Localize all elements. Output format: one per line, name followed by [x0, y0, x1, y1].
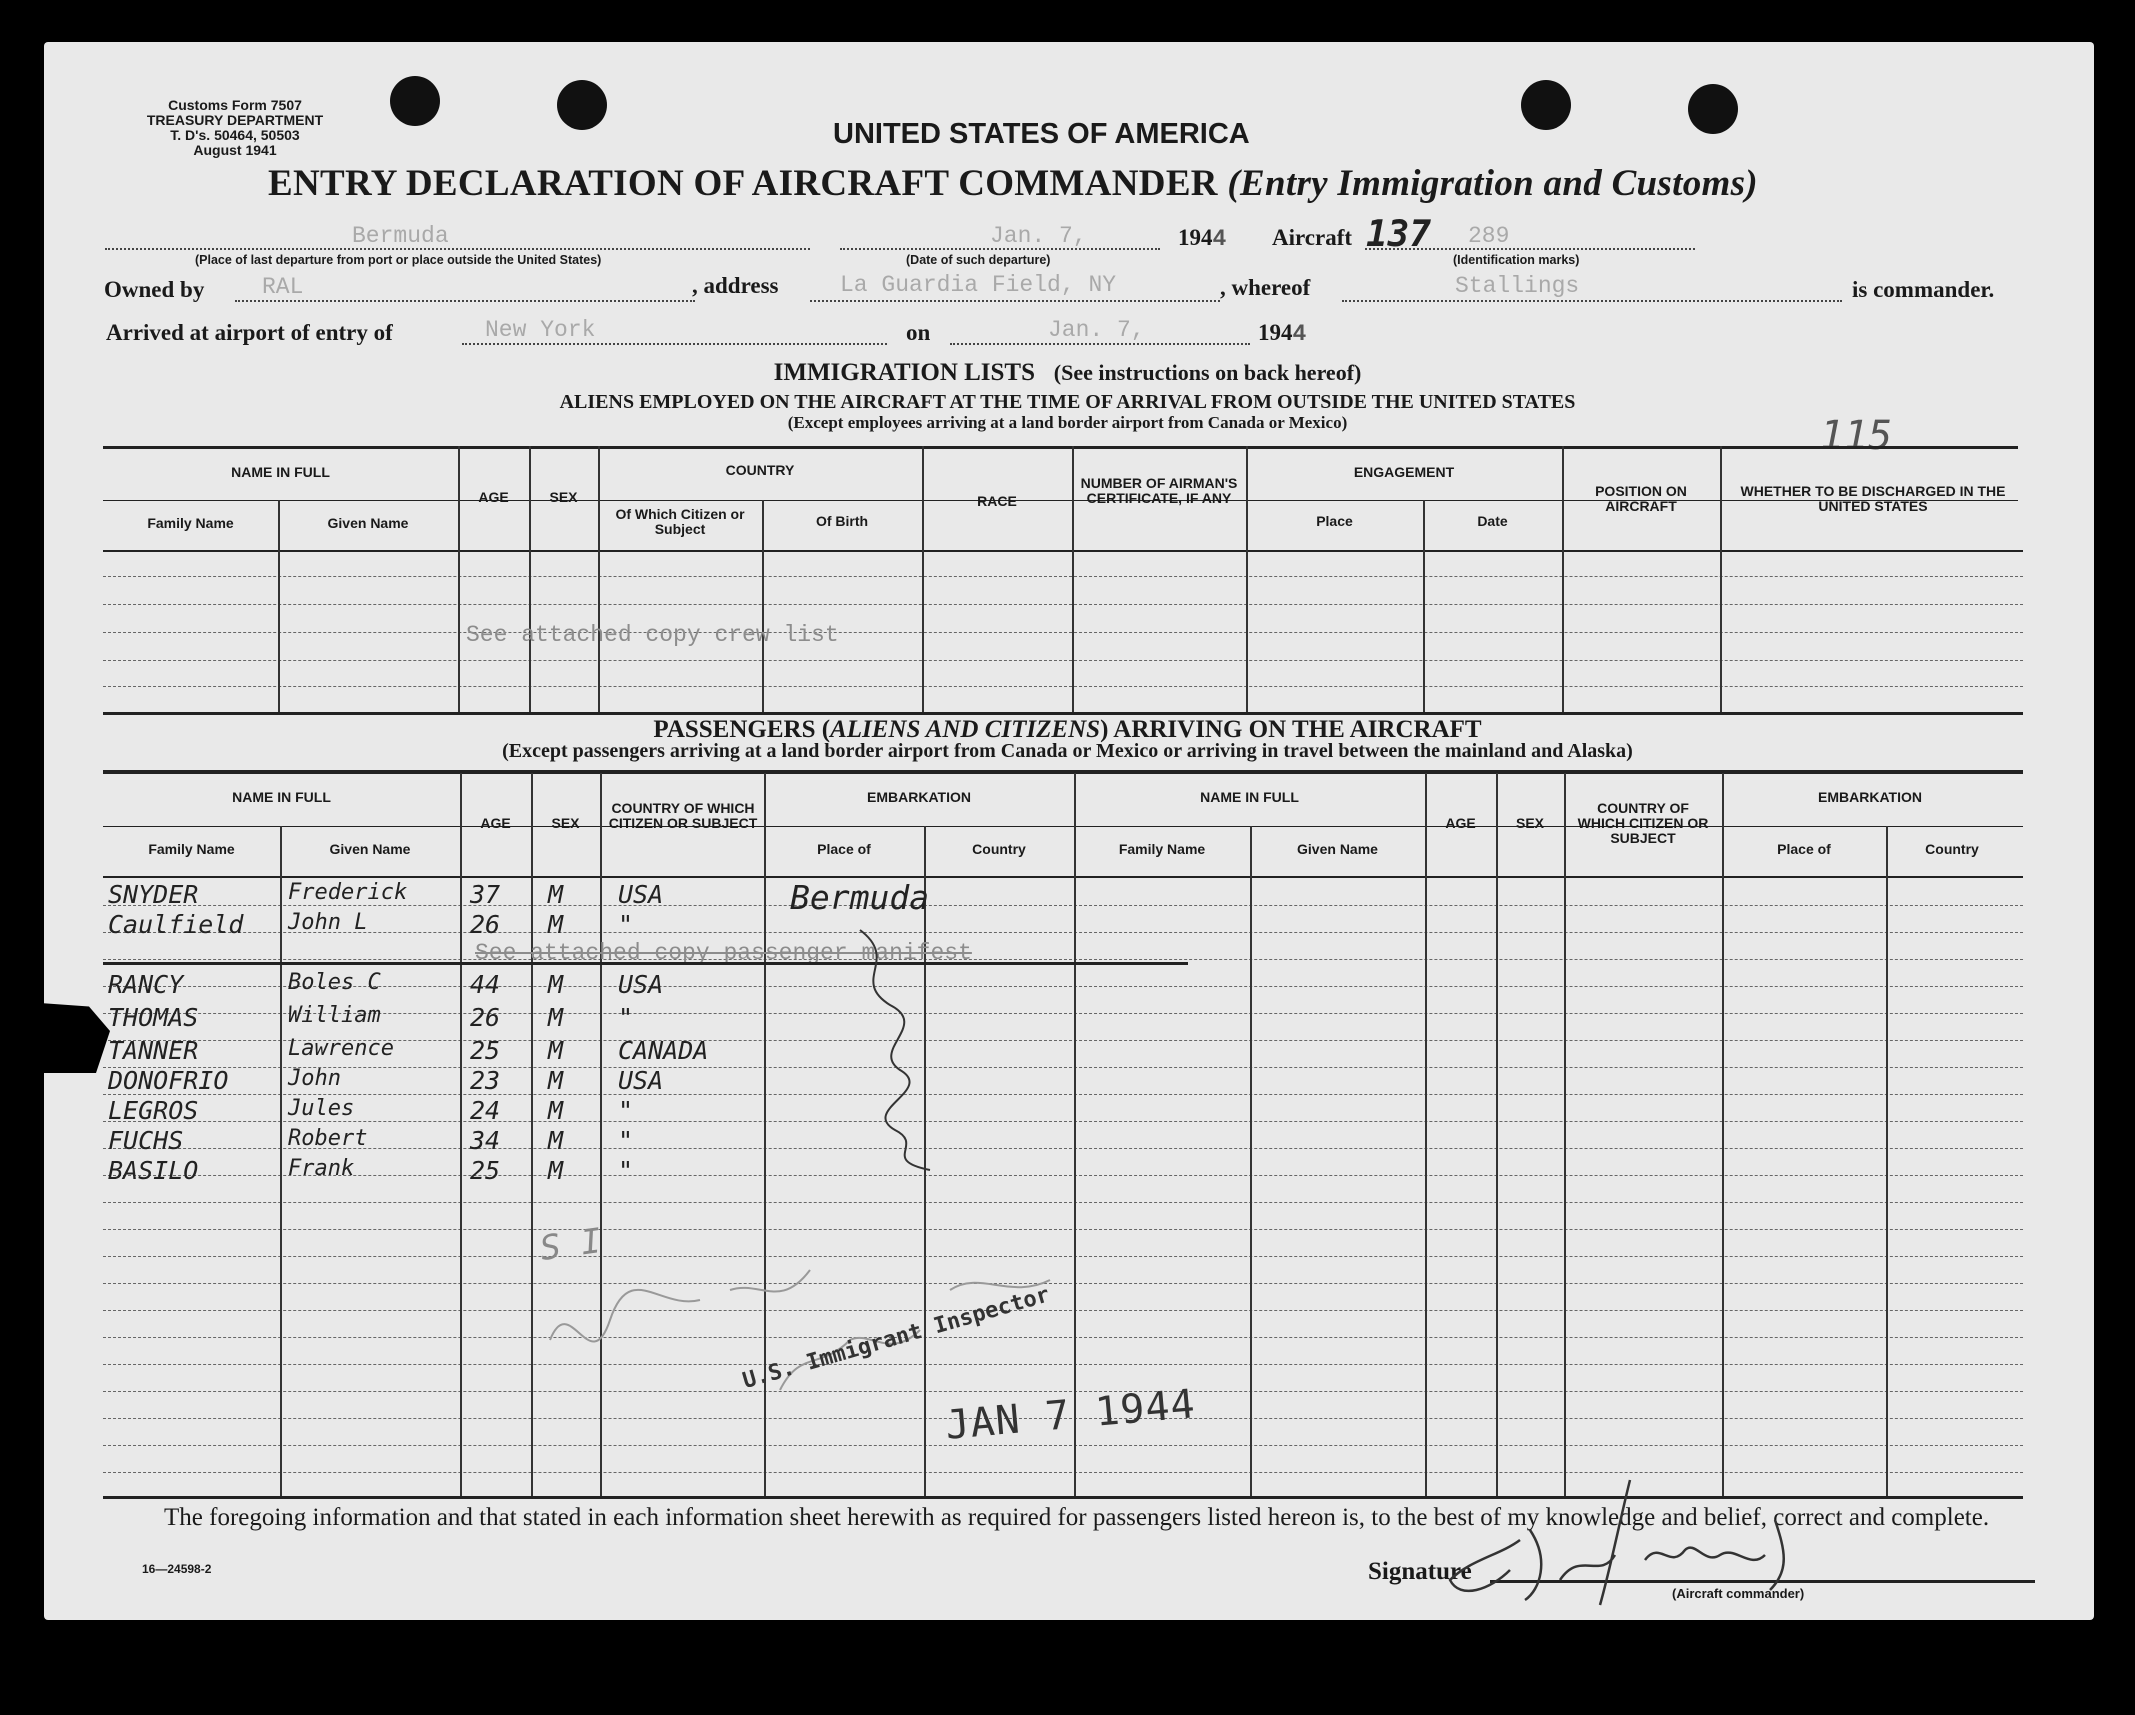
- pax-row-line: [103, 1148, 2023, 1149]
- pax-col-sex: SEX: [551, 815, 580, 831]
- passenger-given-name: Boles C: [288, 970, 381, 995]
- passenger-given-name: John: [288, 1066, 341, 1091]
- pax-col-citizen-of: COUNTRY OF WHICH CITIZEN OR SUBJECT: [608, 800, 758, 831]
- pax-row-line: [103, 1094, 2023, 1095]
- pax-col2-family-name: Family Name: [1118, 841, 1206, 857]
- passenger-sex: M: [548, 880, 564, 909]
- col-discharged: WHETHER TO BE DISCHARGED IN THE UNITED STATES: [1740, 483, 2006, 514]
- immigration-note: See attached copy crew list: [466, 622, 839, 648]
- address-label: , address: [692, 273, 779, 298]
- pax-col-country: Country: [972, 841, 1026, 857]
- embarkation-handwritten: Bermuda: [790, 878, 930, 917]
- form-title-main: ENTRY DECLARATION OF AIRCRAFT COMMANDER: [268, 163, 1218, 204]
- passenger-citizen-of: USA: [618, 1066, 664, 1095]
- departure-date-caption: (Date of such departure): [906, 253, 1051, 267]
- tds-reference: T. D's. 50464, 50503: [170, 127, 300, 143]
- passenger-age: 26: [470, 910, 501, 939]
- passenger-citizen-of: ": [618, 1126, 634, 1155]
- passenger-given-name: Frank: [288, 1156, 355, 1181]
- passenger-age: 26: [470, 1003, 501, 1032]
- passenger-given-name: John L: [288, 910, 368, 935]
- passenger-age: 34: [470, 1126, 501, 1155]
- passenger-age: 25: [470, 1036, 501, 1065]
- is-commander-label: is commander.: [1852, 277, 1995, 302]
- form-number: Customs Form 7507: [168, 97, 302, 113]
- form-edition: August 1941: [193, 142, 277, 158]
- passenger-age: 44: [470, 970, 501, 999]
- pax-col-family-name: Family Name: [148, 841, 235, 857]
- passenger-sex: M: [548, 970, 564, 999]
- form-title: [268, 162, 1758, 205]
- passenger-citizen-of: ": [618, 1156, 634, 1185]
- col-country: COUNTRY: [725, 462, 795, 478]
- passenger-given-name: Robert: [288, 1126, 368, 1151]
- passenger-citizen-of: ": [618, 1096, 634, 1125]
- punch-hole: [1521, 80, 1571, 130]
- passenger-age: 25: [470, 1156, 501, 1185]
- passenger-citizen-of: ": [618, 1003, 634, 1032]
- passenger-family-name: RANCY: [108, 970, 184, 999]
- passenger-family-name: DONOFRIO: [108, 1066, 229, 1095]
- owned-by-label: Owned by: [104, 277, 205, 302]
- passenger-age: 23: [470, 1066, 501, 1095]
- arrival-year: 1944: [1258, 320, 1307, 347]
- passengers-subnote: (Except passengers arriving at a land border airport from Canada or Mexico or arriving in travel between the mainland and Alaska): [502, 740, 1633, 762]
- immigration-subnote: (Except employees arriving at a land border airport from Canada or Mexico): [787, 413, 1348, 432]
- signature-caption: (Aircraft commander): [1672, 1586, 1805, 1601]
- last-departure-value: Bermuda: [352, 223, 449, 249]
- aircraft-label: Aircraft: [1272, 225, 1353, 250]
- aircraft-typed-number: 289: [1468, 223, 1510, 249]
- country-title: UNITED STATES OF AMERICA: [833, 118, 1250, 150]
- aircraft-handwritten-number: 137: [1366, 214, 1432, 255]
- col-given-name: Given Name: [327, 515, 409, 531]
- col-sex: SEX: [549, 489, 578, 505]
- col-engagement: ENGAGEMENT: [1353, 464, 1455, 480]
- pax-col2-citizen-of: COUNTRY OF WHICH CITIZEN OR SUBJECT: [1577, 800, 1709, 846]
- passenger-family-name: SNYDER: [108, 880, 199, 909]
- punch-hole: [1688, 84, 1738, 134]
- print-code: 16—24598-2: [142, 1562, 212, 1576]
- passenger-sex: M: [548, 1126, 564, 1155]
- pax-row-line: [103, 905, 2023, 906]
- passenger-family-name: THOMAS: [108, 1003, 199, 1032]
- punch-hole: [390, 76, 440, 126]
- col-airman-cert: NUMBER OF AIRMAN'S CERTIFICATE, IF ANY: [1080, 475, 1238, 506]
- form-identification: [100, 98, 370, 158]
- handwritten-mark: S I: [537, 1220, 604, 1270]
- pax-row-line: [103, 932, 2023, 933]
- departure-year: 1944: [1178, 225, 1227, 252]
- pax-row-line: [103, 1121, 2023, 1122]
- on-label: on: [906, 320, 931, 345]
- passenger-family-name: LEGROS: [108, 1096, 199, 1125]
- pax-col2-sex: SEX: [1515, 815, 1544, 831]
- passenger-citizen-of: CANADA: [618, 1036, 709, 1065]
- col-race: RACE: [977, 493, 1017, 509]
- pax-row-line: [103, 1445, 2023, 1446]
- passenger-sex: M: [548, 1066, 564, 1095]
- commander-signature: [1430, 1460, 1850, 1610]
- immigration-stamp: U.S. Immigrant Inspector: [740, 1282, 1053, 1395]
- arrival-date-value: Jan. 7,: [1048, 317, 1145, 343]
- immigration-title: IMMIGRATION LISTS (See instructions on back hereof): [773, 359, 1362, 386]
- stamp-date: JAN 7 1944: [943, 1381, 1198, 1449]
- department: TREASURY DEPARTMENT: [146, 112, 324, 128]
- passenger-family-name: TANNER: [108, 1036, 199, 1065]
- passenger-citizen-of: USA: [618, 970, 664, 999]
- passenger-given-name: Lawrence: [288, 1036, 394, 1061]
- pax-row-line: [103, 1067, 2023, 1068]
- passenger-sex: M: [548, 1003, 564, 1032]
- arrived-label: Arrived at airport of entry of: [106, 320, 393, 345]
- passenger-sex: M: [548, 1156, 564, 1185]
- passengers-note: See attached copy passenger manifest: [475, 940, 972, 966]
- commander-value: Stallings: [1455, 273, 1580, 299]
- whereof-label: , whereof: [1220, 275, 1311, 300]
- embarkation-ditto-stroke: [840, 920, 950, 1180]
- passenger-sex: M: [548, 1096, 564, 1125]
- pax-col2-place-of: Place of: [1777, 841, 1831, 857]
- pax-row-line: [103, 986, 2023, 987]
- passenger-age: 37: [470, 880, 501, 909]
- pax-col2-embarkation: EMBARKATION: [1818, 789, 1922, 805]
- punch-hole: [557, 80, 607, 130]
- arrived-port-value: New York: [485, 317, 596, 343]
- pax-col-place-of: Place of: [817, 841, 871, 857]
- passengers-title: PASSENGERS (ALIENS AND CITIZENS) ARRIVING ON THE AIRCRAFT: [653, 716, 1482, 743]
- passenger-family-name: Caulfield: [108, 910, 244, 939]
- passenger-sex: M: [548, 910, 564, 939]
- passenger-sex: M: [548, 1036, 564, 1065]
- col-age: AGE: [478, 489, 509, 505]
- pax-col-embarkation: EMBARKATION: [867, 789, 971, 805]
- pax-col2-country: Country: [1925, 841, 1979, 857]
- last-departure-caption: (Place of last departure from port or place outside the United States): [195, 253, 602, 267]
- pax-col2-name-in-full: NAME IN FULL: [1200, 789, 1299, 805]
- owned-by-value: RAL: [262, 274, 304, 300]
- col-family-name: Family Name: [147, 515, 234, 531]
- pax-row-line: [103, 1175, 2023, 1176]
- immigration-subtitle: ALIENS EMPLOYED ON THE AIRCRAFT AT THE TIME OF ARRIVAL FROM OUTSIDE THE UNITED STATES: [559, 391, 1576, 413]
- pax-row-line: [103, 1229, 2023, 1230]
- col-date: Date: [1477, 513, 1508, 529]
- col-position: POSITION ON AIRCRAFT: [1595, 483, 1687, 514]
- passenger-given-name: William: [288, 1003, 381, 1028]
- pax-col2-age: AGE: [1445, 815, 1476, 831]
- pax-col-name-in-full: NAME IN FULL: [232, 789, 331, 805]
- pax-col-given-name: Given Name: [329, 841, 411, 857]
- passenger-age: 24: [470, 1096, 501, 1125]
- departure-date-value: Jan. 7,: [990, 223, 1087, 249]
- pax-row-line: [103, 959, 2023, 960]
- signature-label: Signature: [1368, 1558, 1472, 1585]
- pax-row-line: [103, 1013, 2023, 1014]
- col-name-in-full: NAME IN FULL: [231, 464, 330, 480]
- col-place: Place: [1316, 513, 1353, 529]
- col-of-birth: Of Birth: [815, 513, 869, 529]
- pax-row-line: [103, 1202, 2023, 1203]
- passenger-given-name: Frederick: [288, 880, 408, 905]
- pax-col2-given-name: Given Name: [1297, 841, 1378, 857]
- col-citizen-of: Of Which Citizen or Subject: [615, 506, 745, 537]
- immigration-count-handwritten: 115: [1820, 413, 1893, 459]
- passenger-given-name: Jules: [288, 1096, 355, 1121]
- address-value: La Guardia Field, NY: [840, 272, 1117, 298]
- passenger-family-name: BASILO: [108, 1156, 199, 1185]
- passenger-family-name: FUCHS: [108, 1126, 184, 1155]
- form-title-paren: (Entry Immigration and Customs): [1227, 163, 1758, 204]
- passenger-citizen-of: USA: [618, 880, 664, 909]
- footer-statement: The foregoing information and that stated in each information sheet herewith as required for passengers listed hereon is, to the best of my knowledge and belief, correct and complete.: [164, 1504, 1990, 1531]
- passenger-citizen-of: ": [618, 910, 634, 939]
- aircraft-caption: (Identification marks): [1453, 253, 1580, 267]
- pax-col-age: AGE: [480, 815, 511, 831]
